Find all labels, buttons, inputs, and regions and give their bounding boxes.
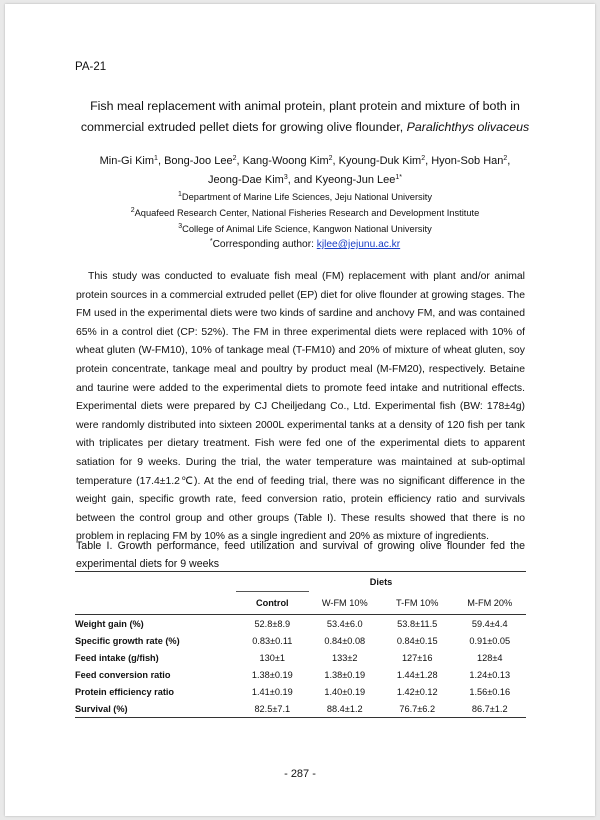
table-column-header (75, 592, 526, 615)
row-label: Survival (%) (75, 700, 236, 718)
abstract-paragraph: This study was conducted to evaluate fish meal (FM) replacement with plant and/or animal protein sources in a commercial extruded pellet (EP) diet for olive flounder at growing stages. The FM used in the experimental diets were two kinds of sardine and anchovy FM, and was contained 65% in a control diet (CP: 52%). The FM in three experimental diets were replaced with 10% of wheat gluten (W-FM10), 10% of tankage meal (T-FM10) and 20% of mixture of wheat gluten, soy protein concentrate, tankage meal and poultry by product meal (M-FM20), respectively. Betaine and taurine were added to the experimental diets to promote feed intake and nutritional effects. Experimental diets were prepared by CJ Cheiljedang Co., Ltd. Experimental fish (BW: 178±4g) were randomly distributed into sixteen 2000L experimental tanks at a density of 120 fish per tank with triplicates per dietary treatment. Fish were fed one of the experimental diets to apparent satiation for 9 weeks. During the trial, the water temperature was maintained at sub-optimal temperature (17.4±1.2℃). At the end of feeding trial, there was no significant difference in the weight gain, specific growth rate, feed conversion ratio, protein efficiency ratio and survivals between the control group and other groups (Table I). These results showed that there is no problem in replacing FM by 10% as a single ingredient and 20% as mixture of ingredients. (76, 271, 525, 543)
author: Bong-Joo Lee$^2$, (164, 155, 243, 167)
affiliation: $^3$College of Animal Life Science, Kangwon National University (178, 223, 432, 234)
affiliation: $^1$Department of Marine Life Sciences, Jeju National University (177, 191, 432, 202)
row-label: Feed intake (g/fish) (75, 652, 159, 663)
table-cell: 0.91±0.05 (469, 635, 511, 646)
column-header: T-FM 10% (396, 597, 439, 608)
author-list (60, 152, 550, 190)
corresponding-author: *Corresponding author: kjlee@jejunu.ac.kr (209, 238, 401, 250)
paper-title (60, 96, 550, 138)
table-cell: 1.38±0.19 (324, 669, 366, 680)
affiliations (60, 189, 550, 253)
author: Jeong-Dae Kim$^3$, and (207, 174, 316, 186)
page-number: - 287 - (284, 768, 316, 780)
table-cell: 127±16 (401, 652, 433, 663)
table-cell: 76.7±6.2 (381, 700, 453, 718)
table-cell: 1.42±0.12 (396, 686, 438, 697)
table-row (75, 615, 526, 633)
table-row (75, 666, 526, 683)
author: Kyoung-Duk Kim$^2$, (338, 155, 432, 167)
row-label: Feed conversion ratio (75, 669, 171, 680)
author: Kang-Woong Kim$^2$, (242, 155, 339, 167)
table-cell: 1.56±0.16 (469, 686, 511, 697)
author: Min-Gi Kim$^1$, (99, 155, 165, 167)
table-cell: 0.84±0.15 (396, 635, 438, 646)
table-row (75, 649, 526, 666)
column-header: Control (236, 592, 308, 615)
abstract-body (76, 268, 525, 547)
column-header: M-FM 20% (467, 597, 513, 608)
title-line-1: Fish meal replacement with animal protein, plant protein and mixture of both in (90, 99, 520, 113)
table-cell: 53.8±11.5 (381, 615, 453, 633)
table-cell: 1.41±0.19 (251, 686, 293, 697)
email-link[interactable]: kjlee@jejunu.ac.kr (316, 239, 401, 250)
table-cell: 1.38±0.19 (251, 669, 293, 680)
table-cell: 52.8±8.9 (236, 615, 308, 633)
row-label: Protein efficiency ratio (75, 686, 175, 697)
results-table (75, 571, 526, 718)
row-label: Specific growth rate (%) (75, 635, 180, 646)
table-cell: 59.4±4.4 (453, 615, 526, 633)
author: Hyon-Sob Han$^2$, (431, 155, 511, 167)
table-cell: 1.40±0.19 (324, 686, 366, 697)
table-cell: 1.44±1.28 (396, 669, 438, 680)
table-cell: 82.5±7.1 (236, 700, 308, 718)
table-cell: 130±1 (259, 652, 286, 663)
table-cell: 0.83±0.11 (252, 635, 293, 646)
row-label: Weight gain (%) (75, 615, 236, 633)
affiliation: $^2$Aquafeed Research Center, National Fisheries Research and Development Institute (130, 207, 480, 218)
table-cell: 1.24±0.13 (469, 669, 511, 680)
table-row (75, 632, 526, 649)
column-header: W-FM 10% (321, 597, 368, 608)
table-group-header (75, 572, 526, 592)
table-row (75, 700, 526, 718)
table-cell: 0.84±0.08 (324, 635, 366, 646)
table-cell: 88.4±1.2 (309, 700, 381, 718)
diets-header: Diets (236, 572, 526, 592)
species-name: Paralichthys olivaceus (406, 120, 530, 134)
abstract-code: PA-21 (75, 61, 107, 73)
author: Kyeong-Jun Lee$^{1*}$ (315, 174, 402, 186)
table-cell: 128±4 (476, 652, 503, 663)
table-cell: 86.7±1.2 (453, 700, 526, 718)
table-cell: 53.4±6.0 (309, 615, 381, 633)
title-line-2: commercial extruded pellet diets for growing olive flounder, (80, 120, 407, 134)
table-caption: Table I. Growth performance, feed utilization and survival of growing olive flounder fed the experimental diets for 9 weeks (76, 540, 525, 570)
table-cell: 133±2 (332, 652, 358, 663)
table-row (75, 683, 526, 700)
